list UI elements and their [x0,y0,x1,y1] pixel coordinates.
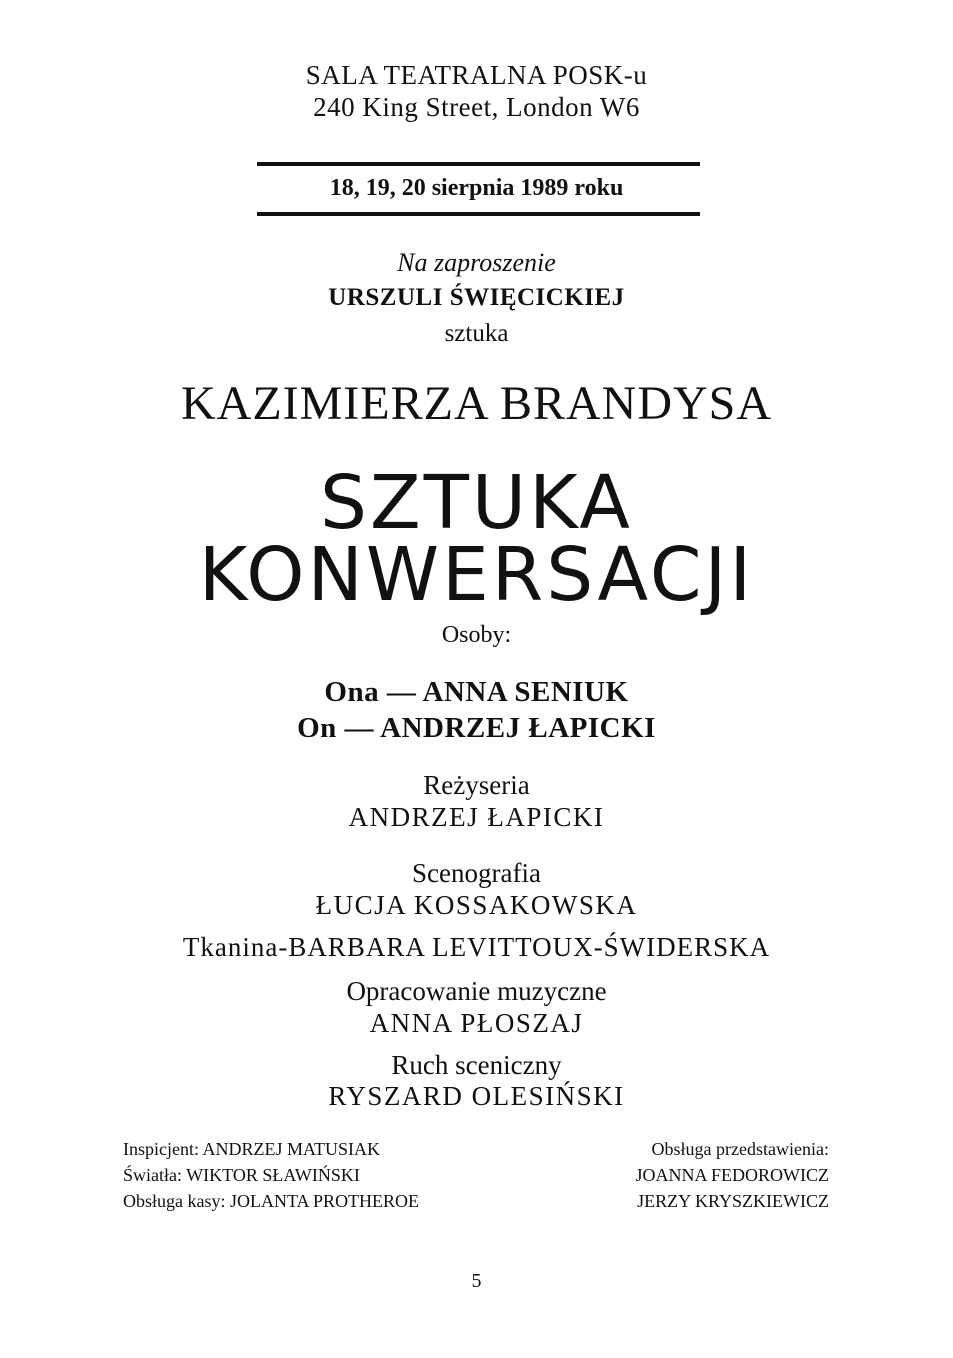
cast-line-on: On — ANDRZEJ ŁAPICKI [297,712,656,744]
direction-name: ANDRZEJ ŁAPICKI [348,802,605,832]
play-title-line-2: KONWERSACJI [198,532,755,618]
performance-staff-name-1: JOANNA FEDOROWICZ [635,1165,829,1185]
performance-dates: 18, 19, 20 sierpnia 1989 roku [329,175,624,201]
venue-address: 240 King Street, London W6 [313,92,640,122]
host-name: URSZULI ŚWIĘCICKIEJ [328,284,625,311]
scenography-name: ŁUCJA KOSSAKOWSKA [315,890,638,920]
music-label: Opracowanie muzyczne [346,976,607,1006]
author-name: KAZIMIERZA BRANDYSA [180,377,772,430]
performance-staff-heading: Obsługa przedstawienia: [651,1139,829,1159]
music-name: ANNA PŁOSZAJ [369,1008,584,1038]
staff-lighting: Światła: WIKTOR SŁAWIŃSKI [123,1165,360,1185]
movement-name: RYSZARD OLESIŃSKI [328,1081,625,1111]
fabric-credit: Tkanina-BARBARA LEVITTOUX-ŚWIDERSKA [182,932,771,962]
top-rule [257,162,700,166]
direction-label: Reżyseria [423,770,530,800]
performance-staff-name-2: JERZY KRYSZKIEWICZ [637,1191,829,1211]
invitation-intro: Na zaproszenie [397,248,556,277]
play-kind: sztuka [444,320,509,347]
bottom-rule [257,212,700,216]
staff-box-office: Obsługa kasy: JOLANTA PROTHEROE [123,1191,420,1211]
staff-right-list [636,1136,830,1214]
scenography-label: Scenografia [412,858,541,888]
cast-line-ona: Ona — ANNA SENIUK [324,676,629,708]
movement-label: Ruch sceniczny [391,1050,562,1080]
page-number: 5 [471,1270,482,1292]
venue-name: SALA TEATRALNA POSK-u [305,60,648,90]
staff-left-list [123,1136,419,1214]
play-title-line-1: SZTUKA [320,460,633,546]
staff-stage-manager: Inspicjent: ANDRZEJ MATUSIAK [123,1139,380,1159]
cast-heading: Osoby: [441,622,512,648]
